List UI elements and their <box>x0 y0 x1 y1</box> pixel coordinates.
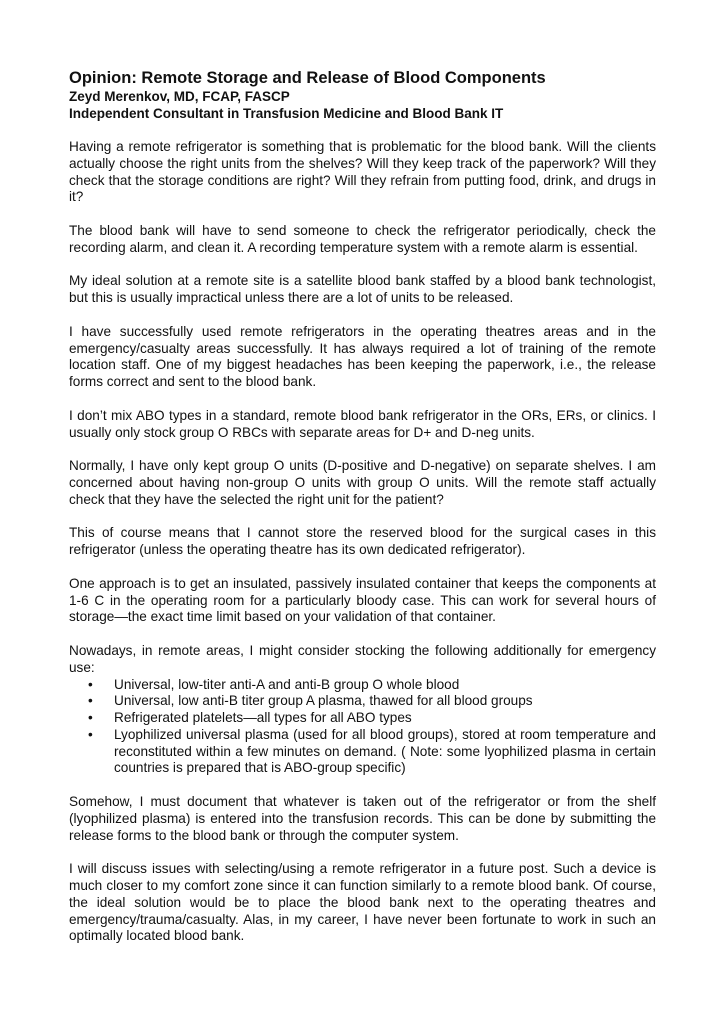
paragraph-10: Somehow, I must document that whatever is taken out of the refrigerator or from the shelf (lyophilized plasma) is entered into the transfusion records. This can be done by submitting the release forms to the blood bank or through the computer system. <box>69 794 656 843</box>
affiliation-line: Independent Consultant in Transfusion Medicine and Blood Bank IT <box>69 106 504 121</box>
document-page <box>69 68 656 945</box>
list-item <box>88 693 656 710</box>
document-title: Opinion: Remote Storage and Release of Blood Components <box>69 69 546 87</box>
list-item <box>88 726 656 777</box>
author-line: Zeyd Merenkov, MD, FCAP, FASCP <box>69 89 290 104</box>
list-item-text: Universal, low-titer anti-A and anti-B group O whole blood <box>114 676 460 692</box>
list-item-text: Universal, low anti-B titer group A plasma, thawed for all blood groups <box>114 693 533 709</box>
emergency-stock-list <box>69 677 656 778</box>
list-item <box>88 710 656 727</box>
bullet-icon: • <box>88 693 93 709</box>
paragraph-8: One approach is to get an insulated, passively insulated container that keeps the components at 1-6 C in the operating room for a particularly bloody case. This can work for several hours of storage—the exact time limit based on your validation of that container. <box>69 575 656 625</box>
list-item <box>88 676 656 694</box>
list-item-text: Refrigerated platelets—all types for all ABO types <box>114 710 412 726</box>
paragraph-9: Nowadays, in remote areas, I might consider stocking the following additionally for emergency use: <box>69 642 656 675</box>
paragraph-4: I have successfully used remote refrigerators in the operating theatres areas and in the emergency/casualty areas successfully. It has always required a lot of training of the remote location staff. One of my biggest headaches has been keeping the paperwork, i.e., the release forms correct and sent to the blood bank. <box>69 323 656 390</box>
paragraph-5: I don’t mix ABO types in a standard, remote blood bank refrigerator in the ORs, ERs, or clinics. I usually only stock group O RBCs with separate areas for D+ and D-neg units. <box>69 407 656 440</box>
paragraph-2: The blood bank will have to send someone to check the refrigerator periodically, check the recording alarm, and clean it. A recording temperature system with a remote alarm is essential. <box>69 222 656 255</box>
bullet-icon: • <box>88 726 93 742</box>
paragraph-6: Normally, I have only kept group O units (D-positive and D-negative) on separate shelves. I am concerned about having non-group O units with group O units. Will the remote staff actually check that they have the selected the right unit for the patient? <box>69 458 656 507</box>
bullet-icon: • <box>88 676 93 692</box>
paragraph-7: This of course means that I cannot store the reserved blood for the surgical cases in this refrigerator (unless the operating theatre has its own dedicated refrigerator). <box>69 525 656 558</box>
paragraph-3: My ideal solution at a remote site is a satellite blood bank staffed by a blood bank technologist, but this is usually impractical unless there are a lot of units to be released. <box>69 273 656 306</box>
list-item-text: Lyophilized universal plasma (used for all blood groups), stored at room temperature and reconstituted within a few minutes on demand. ( Note: some lyophilized plasma in certain countries is prepared that is ABO-group specific) <box>114 726 656 776</box>
bullet-icon: • <box>88 710 93 726</box>
paragraph-11: I will discuss issues with selecting/using a remote refrigerator in a future post. Such a device is much closer to my comfort zone since it can function similarly to a remote blood bank. Of course, the ideal solution would be to place the blood bank next to the operating theatres and emergency/trauma/casualty. Alas, in my career, I have never been fortunate to work in such an optimally located blood bank. <box>69 861 656 944</box>
paragraph-1: Having a remote refrigerator is something that is problematic for the blood bank. Will the clients actually choose the right units from the shelves? Will they keep track of the paperwork? Will they check that the storage conditions are right? Will they refrain from putting food, drink, and drugs in it? <box>69 139 656 205</box>
